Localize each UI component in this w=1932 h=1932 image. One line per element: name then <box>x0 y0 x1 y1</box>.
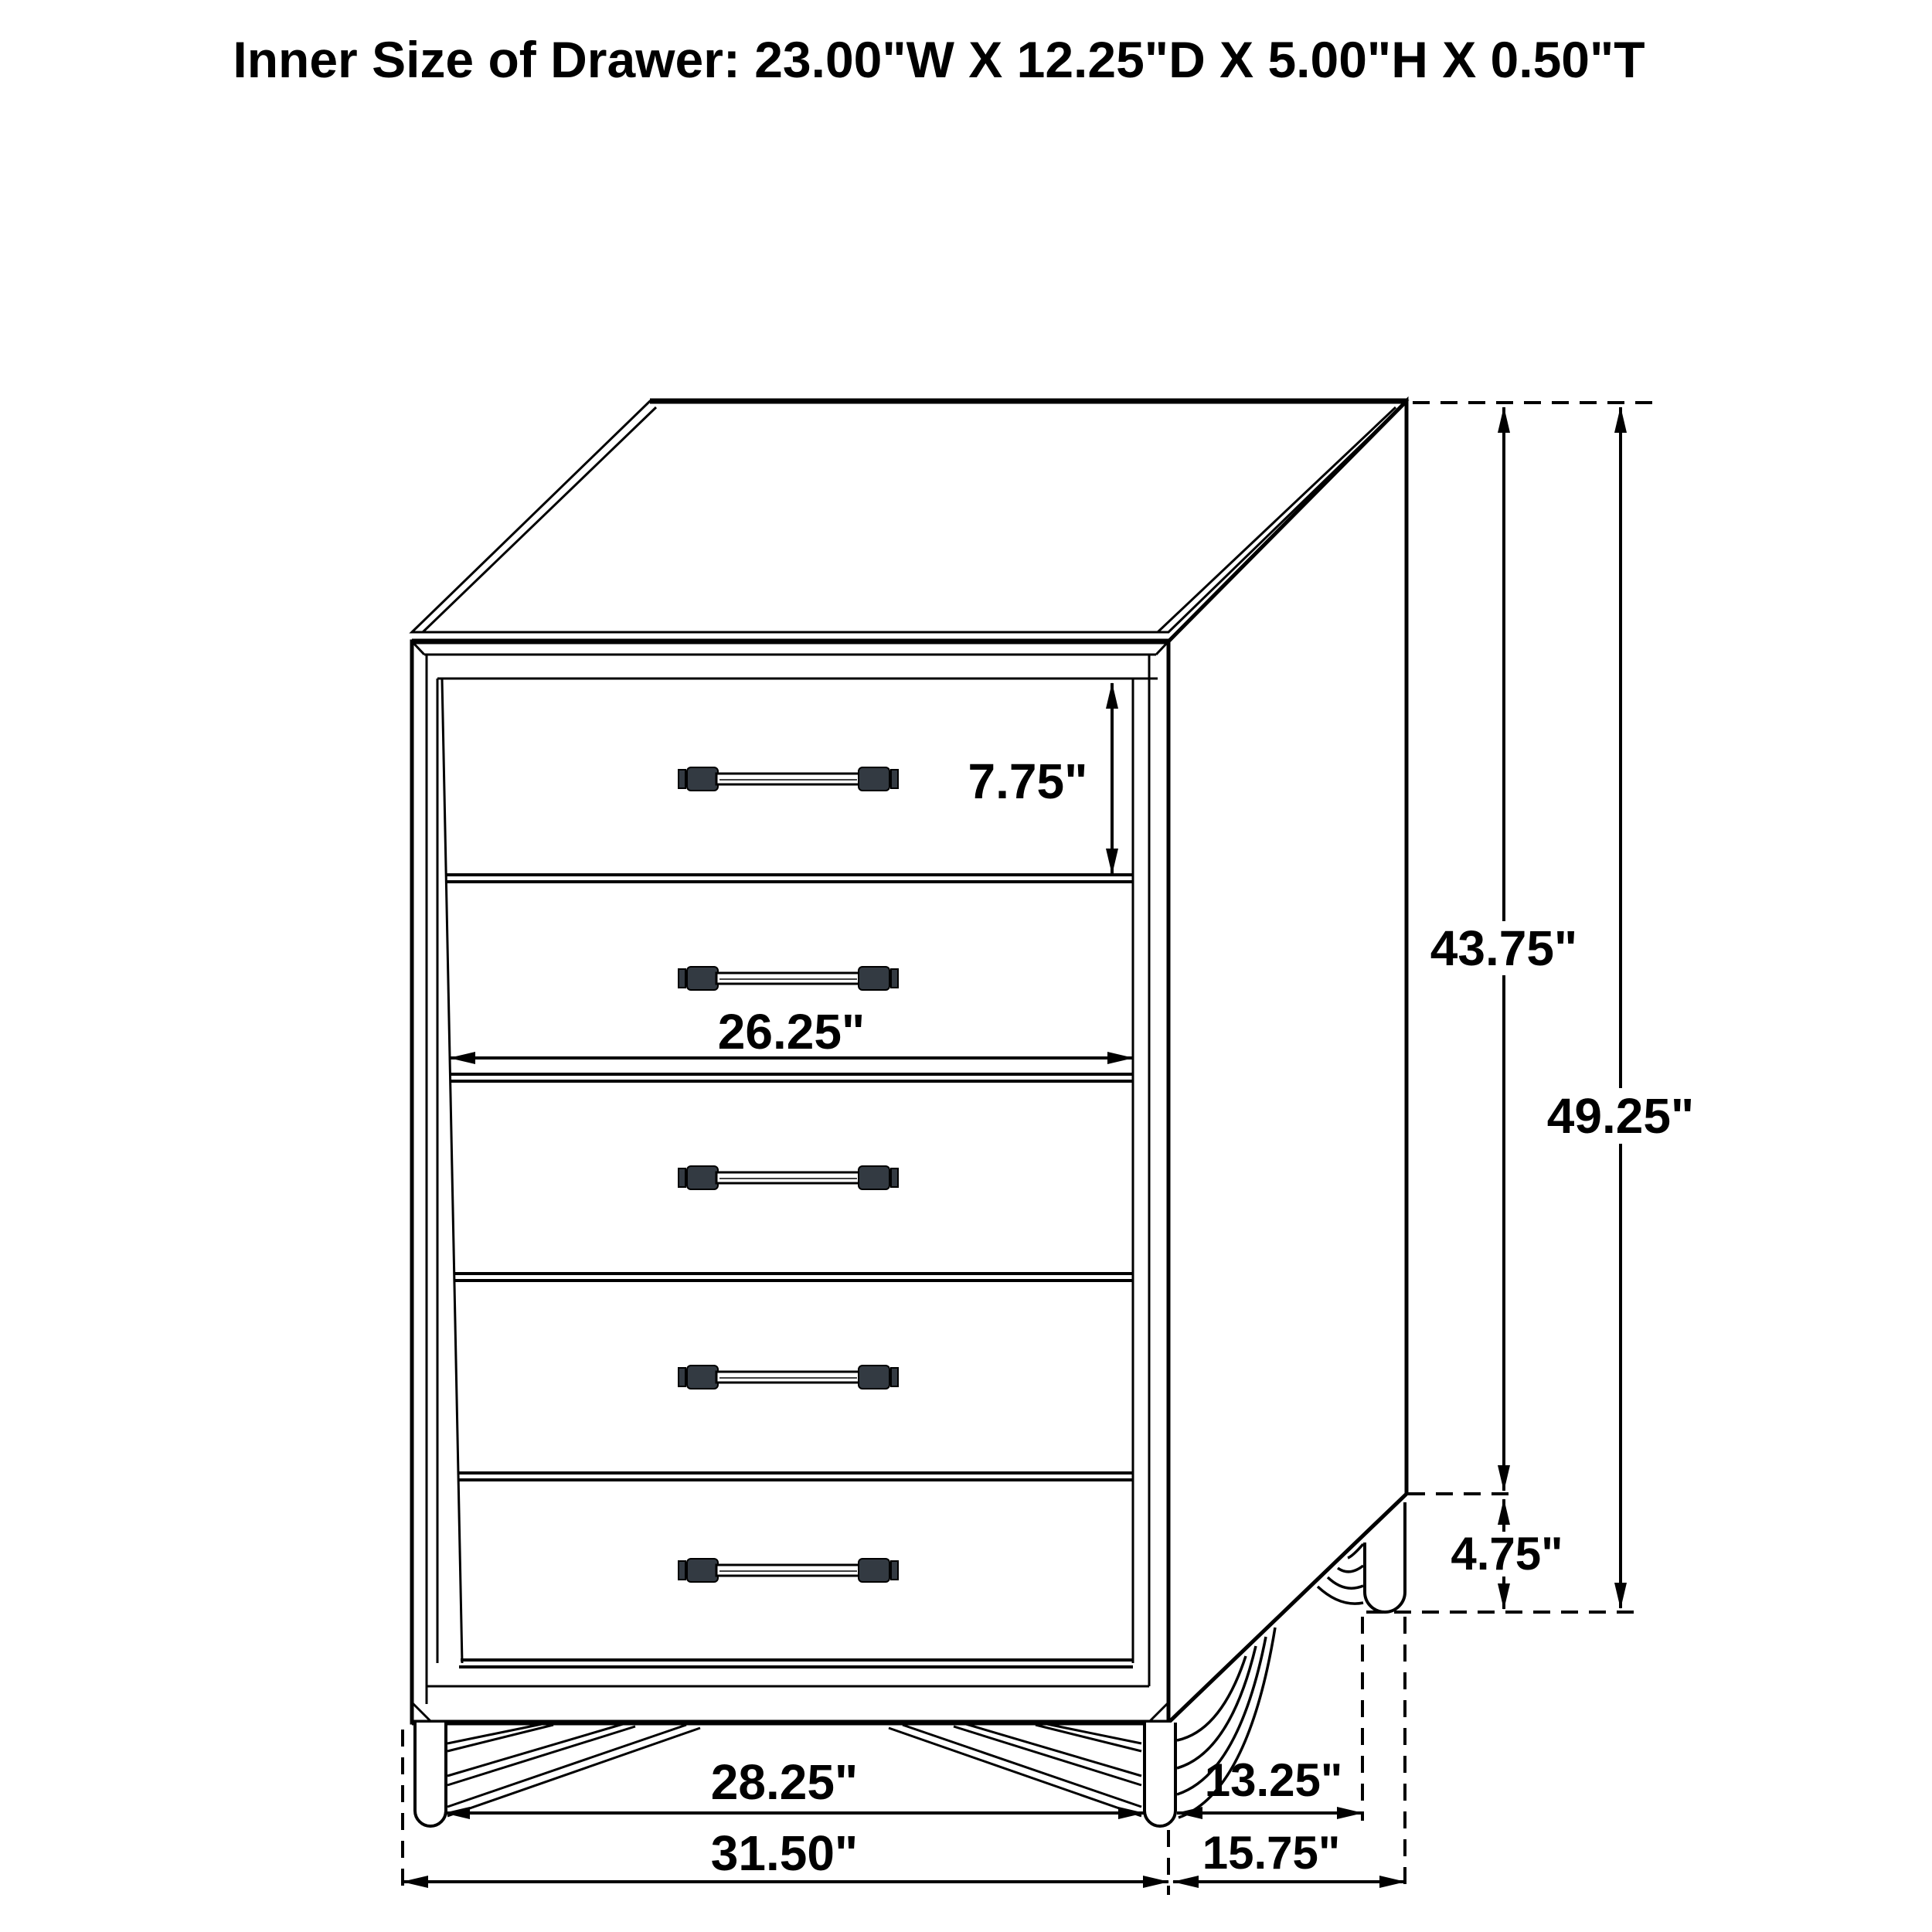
label-leg-height: 4.75" <box>1451 1528 1563 1580</box>
front-left-leg-coil-lines <box>447 1723 700 1816</box>
label-overall-width: 31.50" <box>710 1825 859 1881</box>
label-front-legs-span: 28.25" <box>710 1754 859 1810</box>
front-left-leg <box>415 1723 700 1826</box>
front-right-leg-coil-lines <box>889 1723 1141 1816</box>
diagram-title: Inner Size of Drawer: 23.00"W X 12.25"D X 5.00"H X 0.50"T <box>233 31 1645 88</box>
label-inner-width: 26.25" <box>717 1004 866 1060</box>
label-case-height: 43.75" <box>1430 920 1578 976</box>
chest-side-panel <box>1168 401 1406 1723</box>
chest-drawing <box>412 401 1406 1826</box>
label-drawer-height: 7.75" <box>968 753 1088 809</box>
label-overall-depth: 15.75" <box>1202 1827 1341 1879</box>
label-overall-height: 49.25" <box>1546 1088 1695 1144</box>
label-side-legs-span: 13.25" <box>1204 1754 1343 1806</box>
